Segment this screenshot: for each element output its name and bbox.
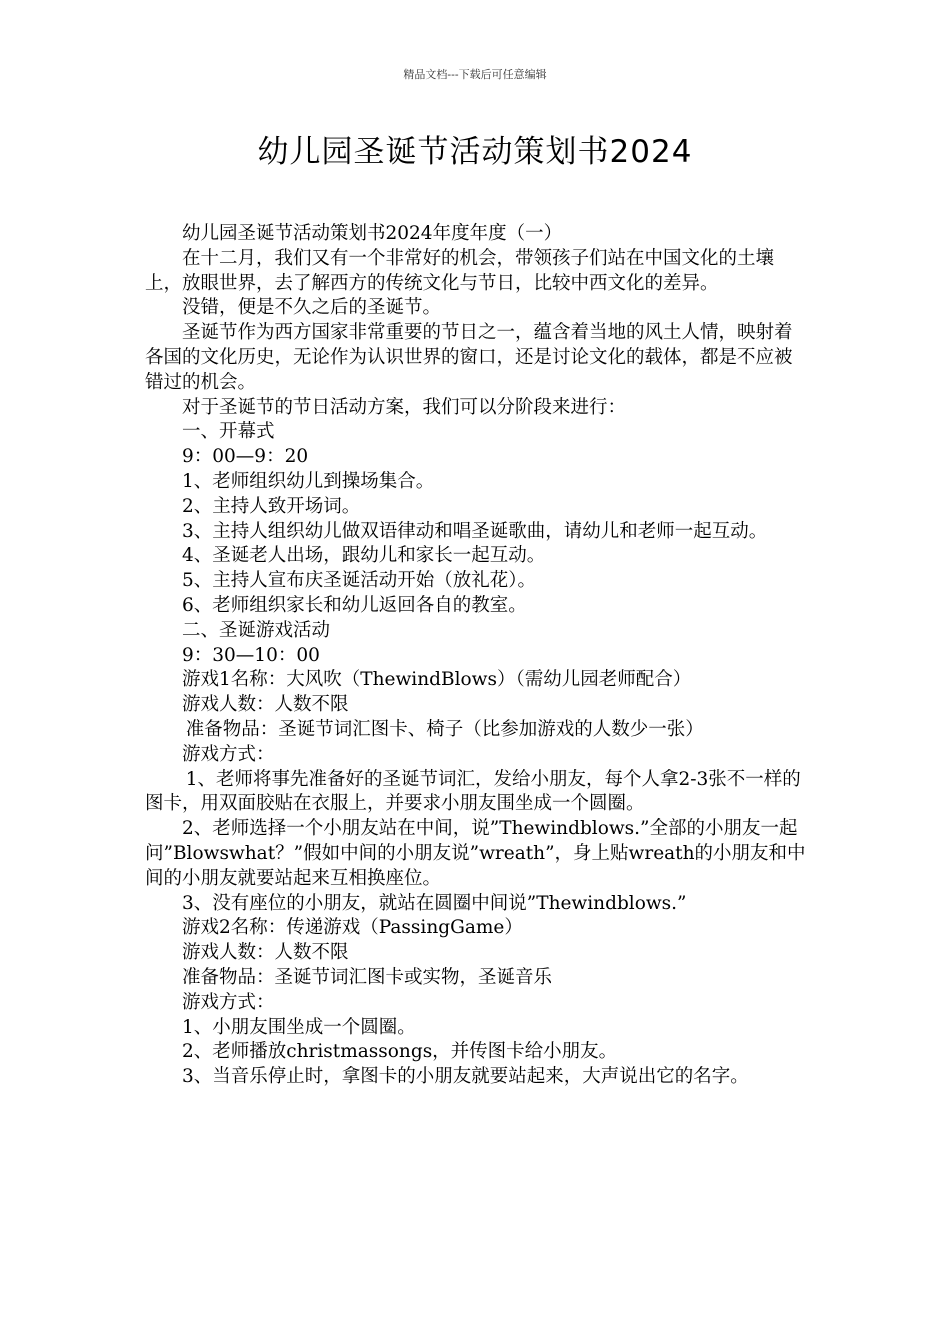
document-title: 幼儿园圣诞节活动策划书2024 bbox=[257, 134, 693, 170]
paragraph: 准备物品：圣诞节词汇图卡或实物，圣诞音乐 bbox=[182, 966, 553, 988]
list-item: 5、主持人宣布庆圣诞活动开始（放礼花）。 bbox=[182, 570, 537, 592]
header-note: 精品文档---下载后可任意编辑 bbox=[403, 68, 547, 81]
paragraph: 游戏人数：人数不限 bbox=[182, 694, 349, 716]
paragraph: 游戏人数：人数不限 bbox=[182, 942, 349, 964]
paragraph: 圣诞节作为西方国家非常重要的节日之一，蕴含着当地的风土人情，映射着各国的文化历史，无论作为认识世界的窗口，还是讨论文化的载体，都是不应被错过的机会。 bbox=[145, 322, 793, 393]
paragraph: 没错，便是不久之后的圣诞节。 bbox=[182, 297, 442, 319]
paragraph: 准备物品：圣诞节词汇图卡、椅子（比参加游戏的人数少一张） bbox=[185, 718, 704, 740]
list-item: 6、老师组织家长和幼儿返回各自的教室。 bbox=[182, 594, 527, 616]
paragraph: 9：00—9：20 bbox=[182, 446, 309, 468]
paragraph: 在十二月，我们又有一个非常好的机会，带领孩子们站在中国文化的土壤上，放眼世界，去了解西方的传统文化与节日，比较中西文化的差异。 bbox=[145, 247, 775, 294]
paragraph: 对于圣诞节的节日活动方案，我们可以分阶段来进行： bbox=[182, 396, 627, 418]
paragraph: 游戏1名称：大风吹（ThewindBlows）（需幼儿园老师配合） bbox=[182, 669, 692, 691]
list-item: 1、老师组织幼儿到操场集合。 bbox=[182, 470, 435, 492]
paragraph: 幼儿园圣诞节活动策划书2024年度年度（一） bbox=[182, 223, 563, 244]
paragraph: 游戏2名称：传递游戏（PassingGame） bbox=[182, 917, 523, 939]
paragraph: 游戏方式： bbox=[182, 743, 275, 765]
section-heading: 二、圣诞游戏活动 bbox=[182, 619, 331, 641]
list-item: 4、圣诞老人出场，跟幼儿和家长一起互动。 bbox=[182, 545, 546, 567]
paragraph: 游戏方式： bbox=[182, 991, 275, 1013]
list-item: 3、没有座位的小朋友，就站在圆圈中间说”Thewindblows.” bbox=[182, 892, 687, 914]
list-item: 3、主持人组织幼儿做双语律动和唱圣诞歌曲，请幼儿和老师一起互动。 bbox=[182, 520, 768, 542]
list-item: 1、小朋友围坐成一个圆圈。 bbox=[182, 1016, 416, 1038]
list-item: 3、当音乐停止时，拿图卡的小朋友就要站起来，大声说出它的名字。 bbox=[182, 1066, 749, 1088]
list-item: 2、老师播放christmassongs，并传图卡给小朋友。 bbox=[182, 1041, 618, 1063]
document-body bbox=[145, 222, 810, 1090]
list-item: 1、老师将事先准备好的圣诞节词汇，发给小朋友，每个人拿2-3张不一样的图卡，用双面胶贴在衣服上，并要求小朋友围坐成一个圆圈。 bbox=[145, 768, 801, 815]
list-item: 2、老师选择一个小朋友站在中间，说”Thewindblows.”全部的小朋友一起问”Blowswhat？”假如中间的小朋友说”wreath”，身上贴wreath的小朋友和中间的小朋友就要站起来互相换座位。 bbox=[145, 818, 806, 889]
section-heading: 一、开幕式 bbox=[182, 421, 275, 443]
paragraph: 9：30—10：00 bbox=[182, 644, 320, 666]
list-item: 2、主持人致开场词。 bbox=[182, 495, 361, 517]
